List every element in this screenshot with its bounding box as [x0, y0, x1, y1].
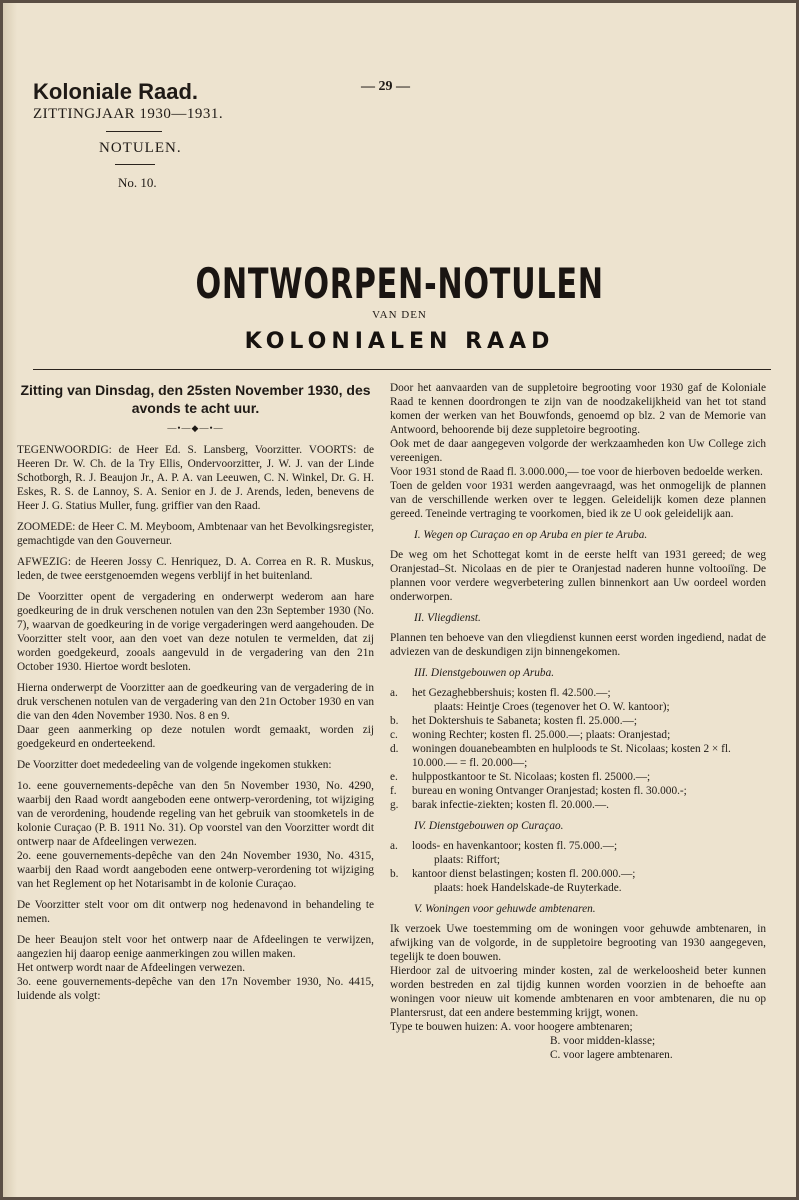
paragraph: Ik verzoek Uwe toestemming om de woningen voor gehuwde ambtenaren, in afwijking van de volgorde, in de suppletoire begrooting van 1930 aangegeven, tegelijk te doen bouwen.: [390, 923, 766, 963]
paragraph: TEGENWOORDIG: de Heer Ed. S. Lansberg, Voorzitter. VOORTS: de Heeren Dr. W. Ch. de la Try Ellis, Ondervoorzitter, J. W. J. van der Linde Schotborgh, R. J. Beaujon Jr., A. P. A. van Leeuwen, C. N. Winkel, Dr. G. H. Eskes, R. S. de Lannoy, S. A. Senior en J. de J. Arends, leden, benevens de Heer J. G. Statius Muller, fung. griffier van den Raad.: [17, 444, 374, 512]
list-item: a. loods- en havenkantoor; kosten fl. 75.000.—;: [390, 840, 618, 852]
paragraph: De heer Beaujon stelt voor het ontwerp naar de Afdeelingen te verwijzen, aangezien hij daarop eenige aanmerkingen zou willen maken.: [17, 934, 374, 960]
section-heading-4: IV. Dienstgebouwen op Curaçao.: [414, 820, 564, 832]
section-heading-2: II. Vliegdienst.: [414, 612, 481, 624]
paragraph: Toen de gelden voor 1931 werden aangevraagd, was het onmogelijk de plannen van de verschillende werken over te leggen. Geleidelijk komen deze plannen gereed. Teneinde vertraging te voorkomen, bied ik ze U ook geleidelijk aan.: [390, 480, 766, 520]
list-item: e. hulppostkantoor te St. Nicolaas; kosten fl. 25000.—;: [390, 771, 651, 783]
page-binding-shadow: [3, 3, 17, 1197]
section-heading-1: I. Wegen op Curaçao en op Aruba en pier te Aruba.: [414, 529, 648, 541]
header-rule-1: [106, 131, 162, 132]
paragraph: Plannen ten behoeve van den vliegdienst kunnen eerst worden ingediend, nadat de adviezen van de deskundigen zijn binnengekomen.: [390, 632, 766, 658]
headline-van-den: VAN DEN: [372, 309, 427, 321]
publication-title: Koloniale Raad.: [33, 79, 199, 104]
main-headline: ONTWORPEN-NOTULEN: [195, 259, 604, 308]
paragraph: 2o. eene gouvernements-depêche van den 24n November 1930, No. 4315, waarbij den Raad wordt aangeboden eene ontwerp-verordening tot wijziging van het Reglement op het Notarisambt in de kolonie Curaçao.: [17, 850, 374, 890]
paragraph: Ook met de daar aangegeven volgorde der werkzaamheden kon Uw College zich vereenigen.: [390, 438, 766, 464]
paragraph: 1o. eene gouvernements-depêche van den 5n November 1930, No. 4290, waarbij den Raad wordt aangeboden eene ontwerp-verordening, tot wijziging van de verordening, houdende regeling van het gebruik van stoomketels in de kolonie Curaçao (P. B. 1911 No. 31). Op voorstel van den Voorzitter wordt dit ontwerp naar de Afdeelingen verwezen.: [17, 780, 374, 848]
paragraph: Het ontwerp wordt naar de Afdeelingen verwezen.: [17, 962, 246, 974]
paragraph: Door het aanvaarden van de suppletoire begrooting voor 1930 gaf de Koloniale Raad te kennen doordrongen te zijn van de noodzakelijkheid van het tot stand komen der werken van het Bouwfonds, genoemd op blz. 2 van de Memorie van Antwoord, behoorende bij deze suppletoire begrooting.: [390, 382, 766, 436]
paragraph: De Voorzitter stelt voor om dit ontwerp nog hedenavond in behandeling te nemen.: [17, 899, 374, 925]
paragraph: De Voorzitter doet mededeeling van de volgende ingekomen stukken:: [17, 759, 332, 771]
issue-number: No. 10.: [118, 175, 157, 190]
left-column: [17, 381, 374, 1010]
paragraph: Hierna onderwerpt de Voorzitter aan de goedkeuring van de vergadering de in druk verschenen notulen van de vergadering van den 21n October 1930 en van die van den 4den November 1930. Nos. 8 en 9.: [17, 682, 374, 722]
section-heading-5: V. Woningen voor gehuwde ambtenaren.: [414, 903, 596, 915]
list-item: g. barak infectie-ziekten; kosten fl. 20.000.—.: [390, 799, 610, 811]
list-item: d. woningen douanebeambten en hulploods te St. Nicolaas; kosten 2 × fl. 10.000.— = fl. 20.000—;: [390, 743, 731, 769]
session-heading: Zitting van Dinsdag, den 25sten November 1930, des avonds te acht uur.: [20, 382, 371, 416]
list-item: f. bureau en woning Ontvanger Oranjestad; kosten fl. 30.000.-;: [390, 785, 687, 797]
list-item: plaats: hoek Handelskade-de Ruyterkade.: [434, 882, 622, 894]
paragraph: ZOOMEDE: de Heer C. M. Meyboom, Ambtenaar van het Bevolkingsregister, gemachtigde van den Gouverneur.: [17, 521, 374, 547]
headline-kolonialen-raad: KOLONIALEN RAAD: [244, 329, 555, 354]
ornament: —•—◆—•—: [167, 423, 224, 433]
page-number: — 29 —: [361, 79, 410, 94]
right-column: [390, 381, 766, 1062]
paragraph: 3o. eene gouvernements-depêche van den 17n November 1930, No. 4415, luidende als volgt:: [17, 976, 374, 1002]
paragraph: Daar geen aanmerking op deze notulen wordt gemaakt, worden zij goedgekeurd en onderteekend.: [17, 724, 374, 750]
section-heading-3: III. Dienstgebouwen op Aruba.: [414, 667, 555, 679]
paragraph: AFWEZIG: de Heeren Jossy C. Henriquez, D. A. Correa en R. R. Muskus, leden, de twee eerstgenoemden wegens verblijf in het buitenland.: [17, 556, 374, 582]
list-item: b. het Doktershuis te Sabaneta; kosten fl. 25.000.—;: [390, 715, 637, 727]
session-year: ZITTINGJAAR 1930—1931.: [33, 106, 224, 122]
house-types: Type te bouwen huizen: A. voor hoogere ambtenaren; B. voor midden-klasse; C. voor lagere ambtenaren.: [390, 1021, 673, 1061]
paragraph: Hierdoor zal de uitvoering minder kosten, zal de werkeloosheid beter kunnen worden bestreden en zal tijdig kunnen worden voorzien in de behoefte aan woningen voor nieuw uit komende ambtenaren en voor ambtenaren, die nu op Plantersrust, dat een andere bestemming krijgt, wonen.: [390, 965, 766, 1019]
list-item: plaats: Riffort;: [434, 854, 500, 866]
section-divider: [33, 369, 771, 370]
paragraph: Voor 1931 stond de Raad fl. 3.000.000,— toe voor de hierboven bedoelde werken.: [390, 466, 763, 478]
newspaper-page: [3, 3, 796, 1197]
list-item: a. het Gezaghebbershuis; kosten fl. 42.500.—;: [390, 687, 611, 699]
paragraph: De Voorzitter opent de vergadering en onderwerpt wederom aan hare goedkeuring de in druk verschenen notulen van den 23n September 1930 (No. 7), waarvan de goedkeuring in de vorige vergaderingen werd aangehouden. De Voorzitter stelt voor, aan den voet van deze notulen te vermelden, dat zij worden goedgekeurd, zooals aangevuld in de vergadering van den 21n October 1930. Hiertoe wordt besloten.: [17, 591, 374, 673]
notulen-label: NOTULEN.: [99, 140, 182, 156]
list-item: plaats: Heintje Croes (tegenover het O. W. kantoor);: [434, 701, 670, 713]
header-rule-2: [115, 164, 155, 165]
list-item: c. woning Rechter; kosten fl. 25.000.—; plaats: Oranjestad;: [390, 729, 671, 741]
paragraph: De weg om het Schottegat komt in de eerste helft van 1931 gereed; de weg Oranjestad–St. Nicolaas en de pier te Oranjestad naderen hunne voltooiïng. De plannen voor verdere wegverbetering zullen binnenkort aan Uw oordeel worden onderworpen.: [390, 549, 766, 603]
list-item: b. kantoor dienst belastingen; kosten fl. 200.000.—;: [390, 868, 636, 880]
